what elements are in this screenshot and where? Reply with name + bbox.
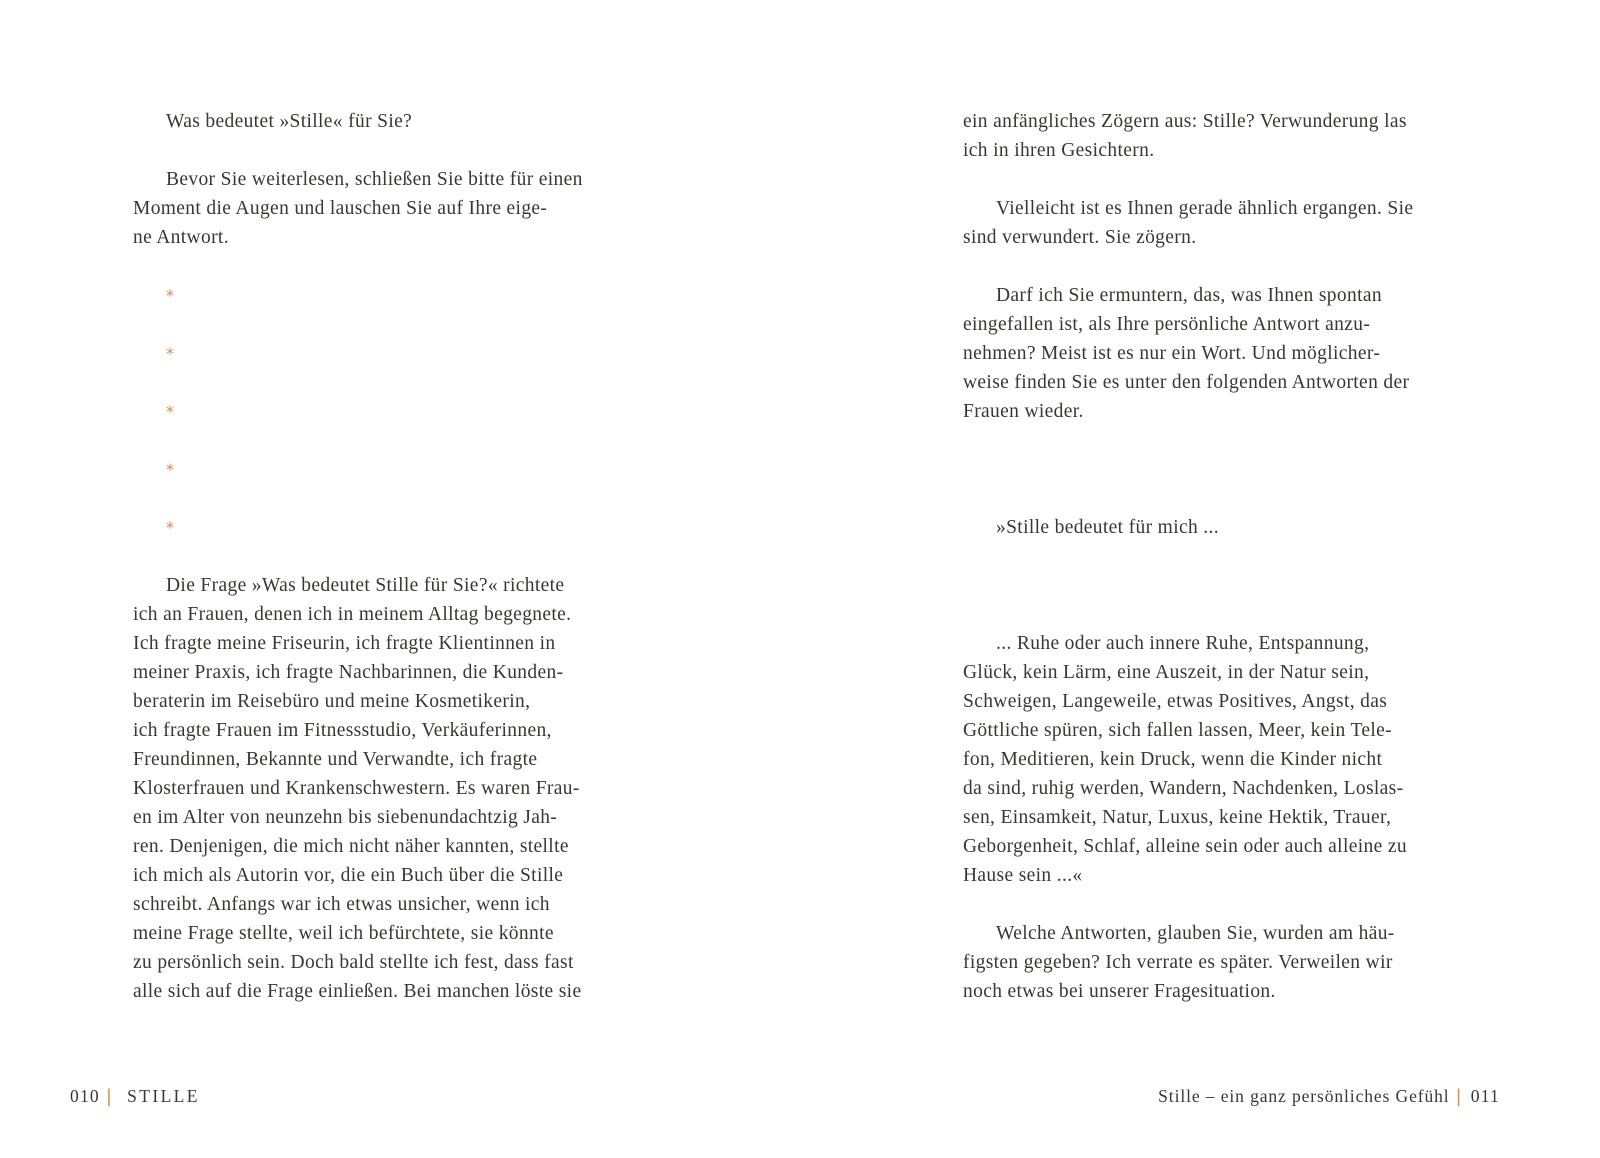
left-paragraph-2 — [133, 571, 653, 1006]
right-text-column — [963, 107, 1483, 1006]
right-page-footer — [1158, 1085, 1500, 1108]
text-line: ren. Denjenigen, die mich nicht näher kannten, stellte — [133, 836, 569, 857]
running-title: STILLE — [127, 1086, 200, 1106]
text-line: beraterin im Reisebüro und meine Kosmetikerin, — [133, 691, 531, 712]
text-line: Bevor Sie weiterlesen, schließen Sie bitte für einen — [166, 169, 583, 190]
left-paragraph-1 — [133, 165, 653, 252]
text-line: schreibt. Anfangs war ich etwas unsicher, wenn ich — [133, 894, 550, 915]
text-line: figsten gegeben? Ich verrate es später. Verweilen wir — [963, 952, 1393, 973]
right-page — [800, 0, 1600, 1158]
running-title: Stille – ein ganz persönliches Gefühl — [1158, 1086, 1450, 1106]
text-line: Ich fragte meine Friseurin, ich fragte Klientinnen in — [133, 633, 556, 654]
text-line: da sind, ruhig werden, Wandern, Nachdenken, Loslas- — [963, 778, 1404, 799]
text-line: Vielleicht ist es Ihnen gerade ähnlich ergangen. Sie — [996, 198, 1414, 219]
text-line: Darf ich Sie ermuntern, das, was Ihnen spontan — [996, 285, 1382, 306]
text-line: Geborgenheit, Schlaf, alleine sein oder auch alleine zu — [963, 836, 1407, 857]
text-line: noch etwas bei unserer Fragesituation. — [963, 981, 1276, 1002]
text-line: Moment die Augen und lauschen Sie auf Ihre eige- — [133, 198, 548, 219]
text-line: Göttliche spüren, sich fallen lassen, Meer, kein Tele- — [963, 720, 1393, 741]
text-line: sen, Einsamkeit, Natur, Luxus, keine Hektik, Trauer, — [963, 807, 1392, 828]
text-line: Hause sein ...« — [963, 865, 1083, 886]
text-line: weise finden Sie es unter den folgenden Antworten der — [963, 372, 1410, 393]
text-line: meine Frage stellte, weil ich befürchtete, sie könnte — [133, 923, 554, 944]
text-line: Klosterfrauen und Krankenschwestern. Es waren Frau- — [133, 778, 580, 799]
text-line: zu persönlich sein. Doch bald stellte ich fest, dass fast — [133, 952, 574, 973]
page-number: 010 — [70, 1086, 100, 1106]
text-line: Die Frage »Was bedeutet Stille für Sie?« richtete — [166, 575, 565, 596]
text-line: fon, Meditieren, kein Druck, wenn die Kinder nicht — [963, 749, 1383, 770]
question-line: Was bedeutet »Stille« für Sie? — [166, 111, 413, 132]
text-line: ich fragte Frauen im Fitnessstudio, Verkäuferinnen, — [133, 720, 552, 741]
asterisk-ornament: * — [166, 344, 175, 363]
text-line: ... Ruhe oder auch innere Ruhe, Entspannung, — [996, 633, 1370, 654]
text-line: Schweigen, Langeweile, etwas Positives, Angst, das — [963, 691, 1388, 712]
text-line: nehmen? Meist ist es nur ein Wort. Und möglicher- — [963, 343, 1381, 364]
text-line: Glück, kein Lärm, eine Auszeit, in der Natur sein, — [963, 662, 1370, 683]
text-line: ich an Frauen, denen ich in meinem Alltag begegnete. — [133, 604, 572, 625]
asterisk-ornament: * — [166, 460, 175, 479]
right-paragraph-3 — [963, 281, 1483, 426]
text-line: meiner Praxis, ich fragte Nachbarinnen, die Kunden- — [133, 662, 564, 683]
left-page-footer — [70, 1085, 200, 1108]
text-line: ich in ihren Gesichtern. — [963, 140, 1155, 161]
asterisk-ornament: * — [166, 286, 175, 305]
text-line: ich mich als Autorin vor, die ein Buch über die Stille — [133, 865, 564, 886]
text-line: eingefallen ist, als Ihre persönliche Antwort anzu- — [963, 314, 1371, 335]
asterisk-ornament: * — [166, 518, 175, 537]
asterisk-ornament: * — [166, 402, 175, 421]
right-paragraph-4 — [963, 919, 1483, 1006]
text-line: en im Alter von neunzehn bis siebenundachtzig Jah- — [133, 807, 558, 828]
page-number: 011 — [1470, 1086, 1500, 1106]
text-line: Welche Antworten, glauben Sie, wurden am häu- — [996, 923, 1395, 944]
footer-divider: | — [1455, 1086, 1463, 1107]
quote-answers — [963, 629, 1483, 890]
text-line: alle sich auf die Frage einließen. Bei manchen löste sie — [133, 981, 582, 1002]
footer-divider: | — [105, 1086, 114, 1107]
right-paragraph-2 — [963, 194, 1483, 252]
text-line: ne Antwort. — [133, 227, 229, 248]
quote-intro: »Stille bedeutet für mich ... — [996, 517, 1219, 538]
text-line: ein anfängliches Zögern aus: Stille? Verwunderung las — [963, 111, 1407, 132]
text-line: Frauen wieder. — [963, 401, 1084, 422]
left-text-column — [133, 107, 653, 1006]
right-paragraph-1 — [963, 107, 1483, 165]
text-line: Freundinnen, Bekannte und Verwandte, ich fragte — [133, 749, 538, 770]
text-line: sind verwundert. Sie zögern. — [963, 227, 1197, 248]
